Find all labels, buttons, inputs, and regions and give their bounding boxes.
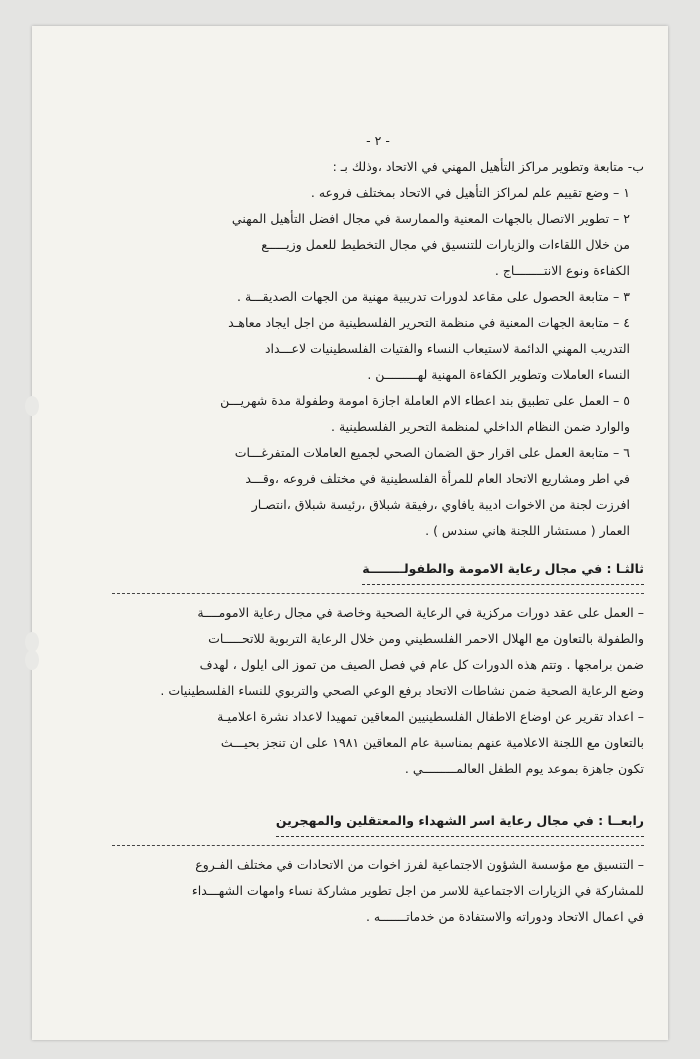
- list-item: ٤ – متابعة الجهات المعنية في منظمة التحرير الفلسطينية من اجل ايجاد معاهـد: [228, 315, 630, 330]
- list-item-cont: في اطر ومشاريع الاتحاد العام للمرأة الفلسطينية في مختلف فروعه ،وقـــد: [245, 471, 630, 486]
- paragraph-line: – التنسيق مع مؤسسة الشؤون الاجتماعية لفرز اخوات من الاتحادات في مختلف الفـروع: [195, 857, 644, 872]
- section-b-title: ب- متابعة وتطوير مراكز التأهيل المهني في الاتحاد ،وذلك بـ :: [332, 159, 644, 174]
- list-item-cont: افرزت لجنة من الاخوات اديبة يافاوي ،رفيقة شبلاق ،رئيسة شبلاق ،انتصـار: [251, 497, 630, 512]
- list-item-cont: العمار ( مستشار اللجنة هاني سندس ) .: [425, 523, 630, 538]
- list-item-cont: النساء العاملات وتطوير الكفاءة المهنية لهـــــــــن .: [367, 367, 630, 382]
- paragraph-line: بالتعاون مع اللجنة الاعلامية عنهم بمناسبة عام المعاقين ١٩٨١ على ان تنجز بحيـــث: [220, 735, 644, 750]
- document-body: [112, 128, 644, 930]
- list-item-cont: من خلال اللقاءات والزيارات للتنسيق في مجال التخطيط للعمل وزيـــــع: [261, 237, 630, 252]
- list-item: ٦ – متابعة العمل على اقرار حق الضمان الصحي لجميع العاملات المتفرغـــات: [234, 445, 630, 460]
- paragraph-line: – العمل على عقد دورات مركزية في الرعاية الصحية وخاصة في مجال رعاية الامومــــة: [197, 605, 644, 620]
- divider: [112, 593, 644, 594]
- list-item: ٢ – تطوير الاتصال بالجهات المعنية والممارسة في مجال افضل التأهيل المهني: [231, 211, 630, 226]
- list-item-cont: الكفاءة ونوع الانتــــــــاج .: [494, 263, 630, 278]
- paragraph-line: تكون جاهزة بموعد يوم الطفل العالمـــــــــي .: [404, 761, 644, 776]
- list-item: ١ – وضع تقييم علم لمراكز التأهيل في الاتحاد بمختلف فروعه .: [310, 185, 630, 200]
- paragraph-line: ضمن برامجها . وتتم هذه الدورات كل عام في فصل الصيف من تموز الى ايلول ، لهدف: [199, 657, 644, 672]
- punch-hole: [25, 650, 39, 670]
- list-item-cont: والوارد ضمن النظام الداخلي لمنظمة التحرير الفلسطينية .: [331, 419, 630, 434]
- punch-hole: [25, 396, 39, 416]
- section-4-heading: رابعــا : في مجال رعاية اسر الشهداء والمعتقلين والمهجرين: [276, 808, 644, 837]
- paragraph-line: وضع الرعاية الصحية ضمن نشاطات الاتحاد برفع الوعي الصحي والتربوي للنساء الفلسطينيات .: [160, 683, 644, 698]
- section-3-heading: ثالثـا : في مجال رعاية الامومة والطفولــــــــة: [362, 556, 644, 585]
- list-item: ٥ – العمل على تطبيق بند اعطاء الام العاملة اجازة امومة وطفولة مدة شهريـــن: [220, 393, 630, 408]
- list-item-cont: التدريب المهني الدائمة لاستيعاب النساء والفتيات الفلسطينيات لاعـــداد: [264, 341, 630, 356]
- paragraph-line: والطفولة بالتعاون مع الهلال الاحمر الفلسطيني ومن خلال الرعاية التربوية للاتحـــــات: [208, 631, 644, 646]
- paragraph-line: للمشاركة في الزيارات الاجتماعية للاسر من اجل تطوير مشاركة نساء وامهات الشهـــداء: [191, 883, 644, 898]
- list-item: ٣ – متابعة الحصول على مقاعد لدورات تدريبية مهنية من الجهات الصديقـــة .: [237, 289, 630, 304]
- divider: [112, 845, 644, 846]
- paragraph-line: – اعداد تقرير عن اوضاع الاطفال الفلسطينيين المعاقين تمهيدا لاعداد نشرة اعلاميـة: [217, 709, 644, 724]
- paragraph-line: في اعمال الاتحاد ودوراته والاستفادة من خدماتـــــــه .: [365, 909, 644, 924]
- punch-hole: [25, 632, 39, 652]
- page-number: - ٢ -: [366, 133, 390, 148]
